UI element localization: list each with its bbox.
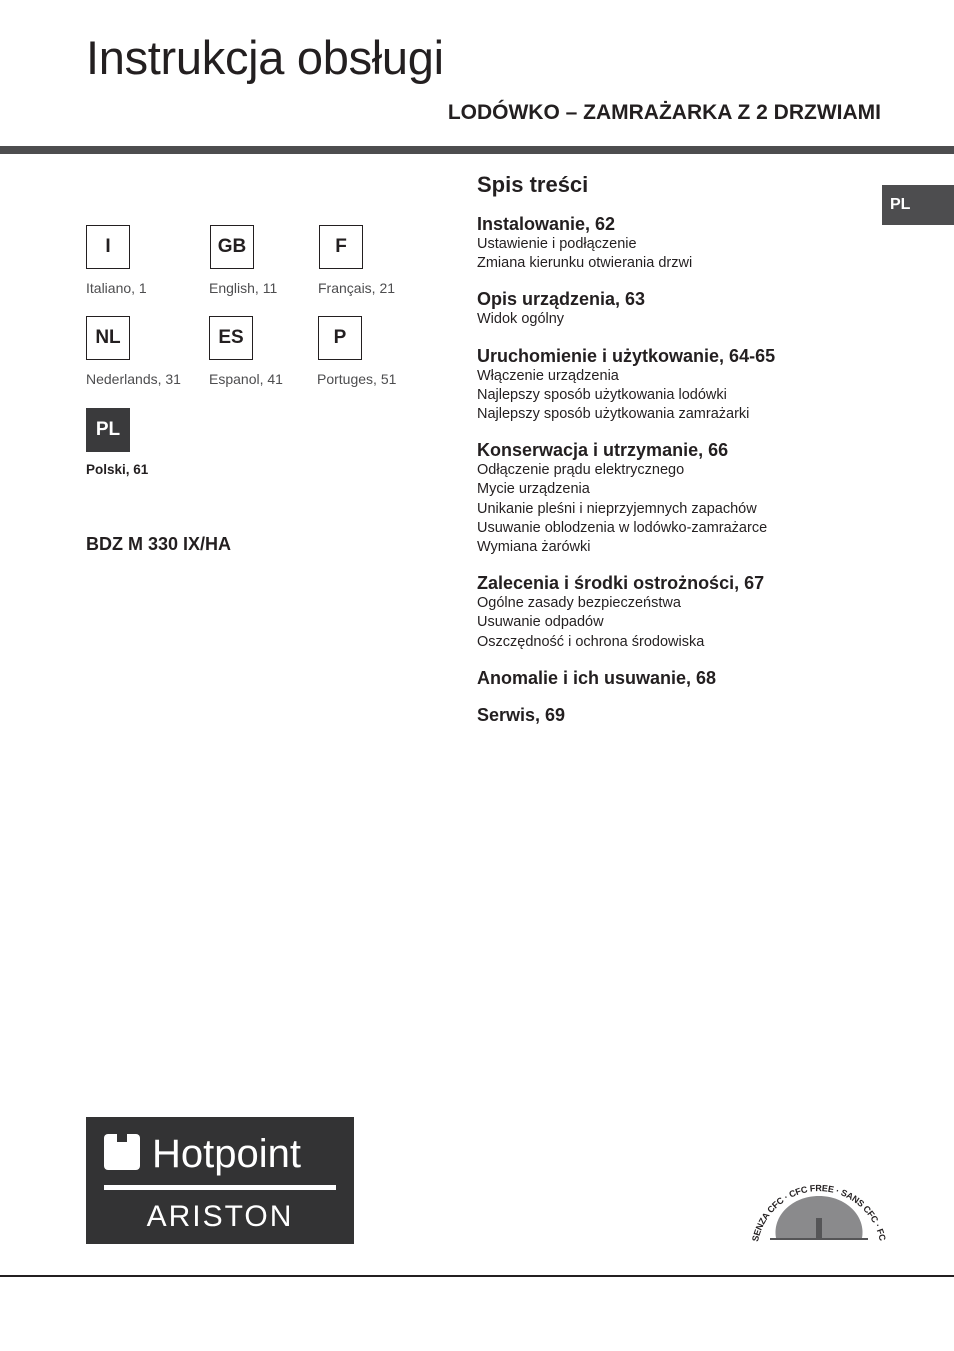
toc-item: Mycie urządzenia [477,481,590,498]
table-of-contents [477,214,877,742]
logo-divider [104,1185,336,1190]
language-label-gb: English, 11 [209,280,278,296]
language-box-pl[interactable]: PL [86,408,130,452]
toc-section-precautions [477,573,877,652]
toc-item: Ogólne zasady bezpieczeństwa [477,595,681,612]
toc-item: Zmiana kierunku otwierania drzwi [477,255,693,272]
toc-item: Usuwanie odpadów [477,614,604,631]
toc-heading[interactable]: Zalecenia i środki ostrożności, 67 [477,573,765,594]
toc-section-troubleshooting [477,668,877,689]
language-label-pl: Polski, 61 [86,462,149,477]
language-box-i[interactable]: I [86,225,130,269]
toc-item: Ustawienie i podłączenie [477,236,637,252]
toc-title: Spis treści [477,172,589,197]
language-box-p[interactable]: P [318,316,362,360]
toc-item: Najlepszy sposób użytkowania zamrażarki [477,406,750,423]
toc-item: Usuwanie oblodzenia w lodówko-zamrażarce [477,519,768,536]
language-side-tab: PL [882,185,954,225]
toc-section-service [477,705,877,726]
toc-heading[interactable]: Konserwacja i utrzymanie, 66 [477,440,729,461]
toc-section-installation [477,214,877,273]
language-box-gb[interactable]: GB [210,225,254,269]
toc-item: Oszczędność i ochrona środowiska [477,633,705,650]
language-label-f: Français, 21 [318,280,396,296]
toc-section-startup [477,346,877,425]
hotpoint-ariston-logo [86,1117,354,1244]
toc-item: Najlepszy sposób użytkowania lodówki [477,386,727,403]
header-divider [0,146,954,154]
language-label-p: Portuges, 51 [317,371,397,387]
document-subtitle: LODÓWKO – ZAMRAŻARKA Z 2 DRZWIAMI [447,101,881,124]
toc-section-description [477,289,877,329]
toc-item: Włączenie urządzenia [477,367,619,384]
brand-line1: Hotpoint [152,1132,301,1176]
toc-heading[interactable]: Anomalie i ich usuwanie, 68 [477,667,717,688]
cfc-free-badge [748,1172,888,1246]
toc-item: Wymiana żarówki [477,539,591,556]
language-label-nl: Nederlands, 31 [86,371,181,387]
document-title: Instrukcja obsługi [86,31,444,84]
toc-heading[interactable]: Instalowanie, 62 [477,214,616,234]
toc-heading[interactable]: Serwis, 69 [477,704,566,725]
cfc-tree-icon [748,1172,888,1246]
model-number: BDZ M 330 IX/HA [86,534,232,554]
language-box-f[interactable]: F [319,225,363,269]
language-label-i: Italiano, 1 [86,280,147,296]
footer-divider [0,1275,954,1277]
toc-heading[interactable]: Opis urządzenia, 63 [477,289,646,310]
brand-line2: ARISTON [146,1200,294,1233]
toc-heading[interactable]: Uruchomienie i użytkowanie, 64-65 [477,345,776,366]
language-label-es: Espanol, 41 [209,371,283,387]
toc-item: Unikanie pleśni i nieprzyjemnych zapachów [477,500,757,517]
language-box-es[interactable]: ES [209,316,253,360]
brand-logo-graphic [86,1117,354,1244]
toc-item: Odłączenie prądu elektrycznego [477,462,685,479]
toc-section-maintenance [477,440,877,557]
toc-item: Widok ogólny [477,311,565,328]
language-box-nl[interactable]: NL [86,316,130,360]
cfc-badge-text: SENZA CFC · CFC FREE · SANS CFC · FC [750,1183,888,1243]
